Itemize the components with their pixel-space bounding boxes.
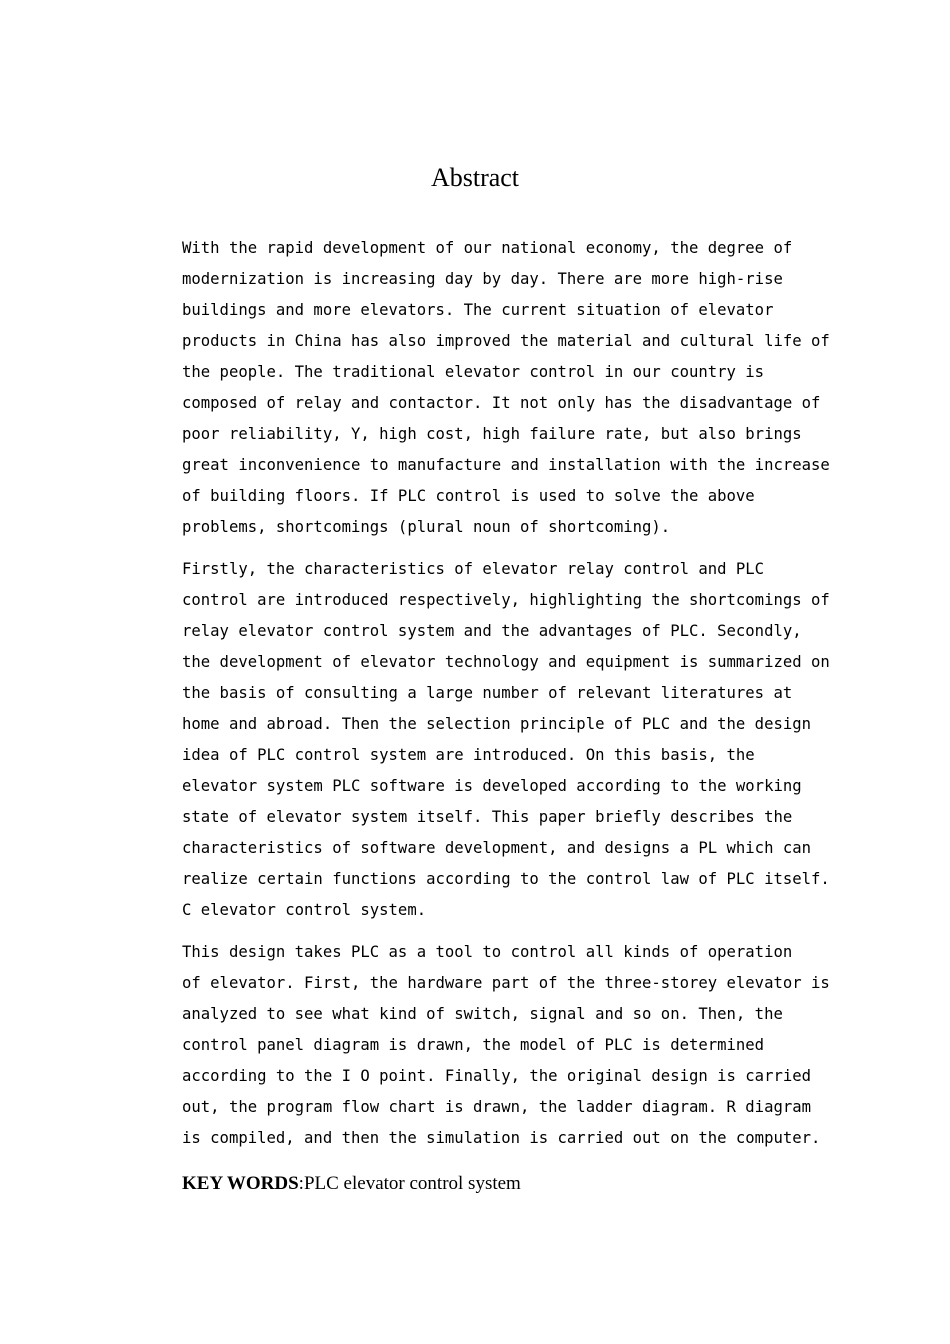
text-line: control panel diagram is drawn, the model of PLC is determined	[182, 1036, 765, 1054]
text-line: products in China has also improved the material and cultural life of	[182, 332, 830, 350]
text-line: according to the I O point. Finally, the original design is carried	[182, 1067, 812, 1085]
text-line: home and abroad. Then the selection principle of PLC and the design	[182, 715, 812, 733]
text-line: poor reliability, Y, high cost, high failure rate, but also brings	[182, 425, 802, 443]
text-line: buildings and more elevators. The current situation of elevator	[182, 301, 774, 319]
abstract-paragraph-2	[144, 554, 830, 926]
text-line: the development of elevator technology and equipment is summarized on	[182, 653, 830, 671]
text-line: Firstly, the characteristics of elevator relay control and PLC	[182, 560, 765, 578]
text-line: problems, shortcomings (plural noun of shortcoming).	[182, 518, 671, 536]
text-line: great inconvenience to manufacture and installation with the increase	[182, 456, 830, 474]
text-line: of building floors. If PLC control is used to solve the above	[182, 487, 755, 505]
abstract-paragraph-1	[144, 233, 830, 543]
text-line: control are introduced respectively, highlighting the shortcomings of	[182, 591, 830, 609]
keywords-line	[182, 1170, 521, 1198]
text-line: is compiled, and then the simulation is carried out on the computer.	[182, 1129, 821, 1147]
abstract-body	[144, 233, 830, 1165]
text-line: With the rapid development of our national economy, the degree of	[182, 239, 793, 257]
abstract-paragraph-3	[144, 937, 830, 1154]
text-line: characteristics of software development, and designs a PL which can	[182, 839, 812, 857]
text-line: modernization is increasing day by day. There are more high-rise	[182, 270, 783, 288]
keywords-separator: :	[298, 1173, 304, 1194]
text-line: elevator system PLC software is developed according to the working	[182, 777, 802, 795]
keywords-value: PLC elevator control system	[303, 1173, 521, 1194]
text-line: state of elevator system itself. This paper briefly describes the	[182, 808, 793, 826]
text-line: analyzed to see what kind of switch, signal and so on. Then, the	[182, 1005, 783, 1023]
text-line: the people. The traditional elevator control in our country is	[182, 363, 765, 381]
text-line: This design takes PLC as a tool to control all kinds of operation	[182, 943, 793, 961]
text-line: composed of relay and contactor. It not only has the disadvantage of	[182, 394, 821, 412]
text-line: C elevator control system.	[182, 901, 427, 919]
text-line: idea of PLC control system are introduced. On this basis, the	[182, 746, 755, 764]
text-line: out, the program flow chart is drawn, the ladder diagram. R diagram	[182, 1098, 812, 1116]
keywords-label: KEY WORDS	[182, 1173, 299, 1194]
abstract-title: Abstract	[430, 163, 520, 192]
text-line: realize certain functions according to the control law of PLC itself.	[182, 870, 830, 888]
text-line: relay elevator control system and the advantages of PLC. Secondly,	[182, 622, 802, 640]
text-line: of elevator. First, the hardware part of the three-storey elevator is	[182, 974, 830, 992]
text-line: the basis of consulting a large number of relevant literatures at	[182, 684, 793, 702]
